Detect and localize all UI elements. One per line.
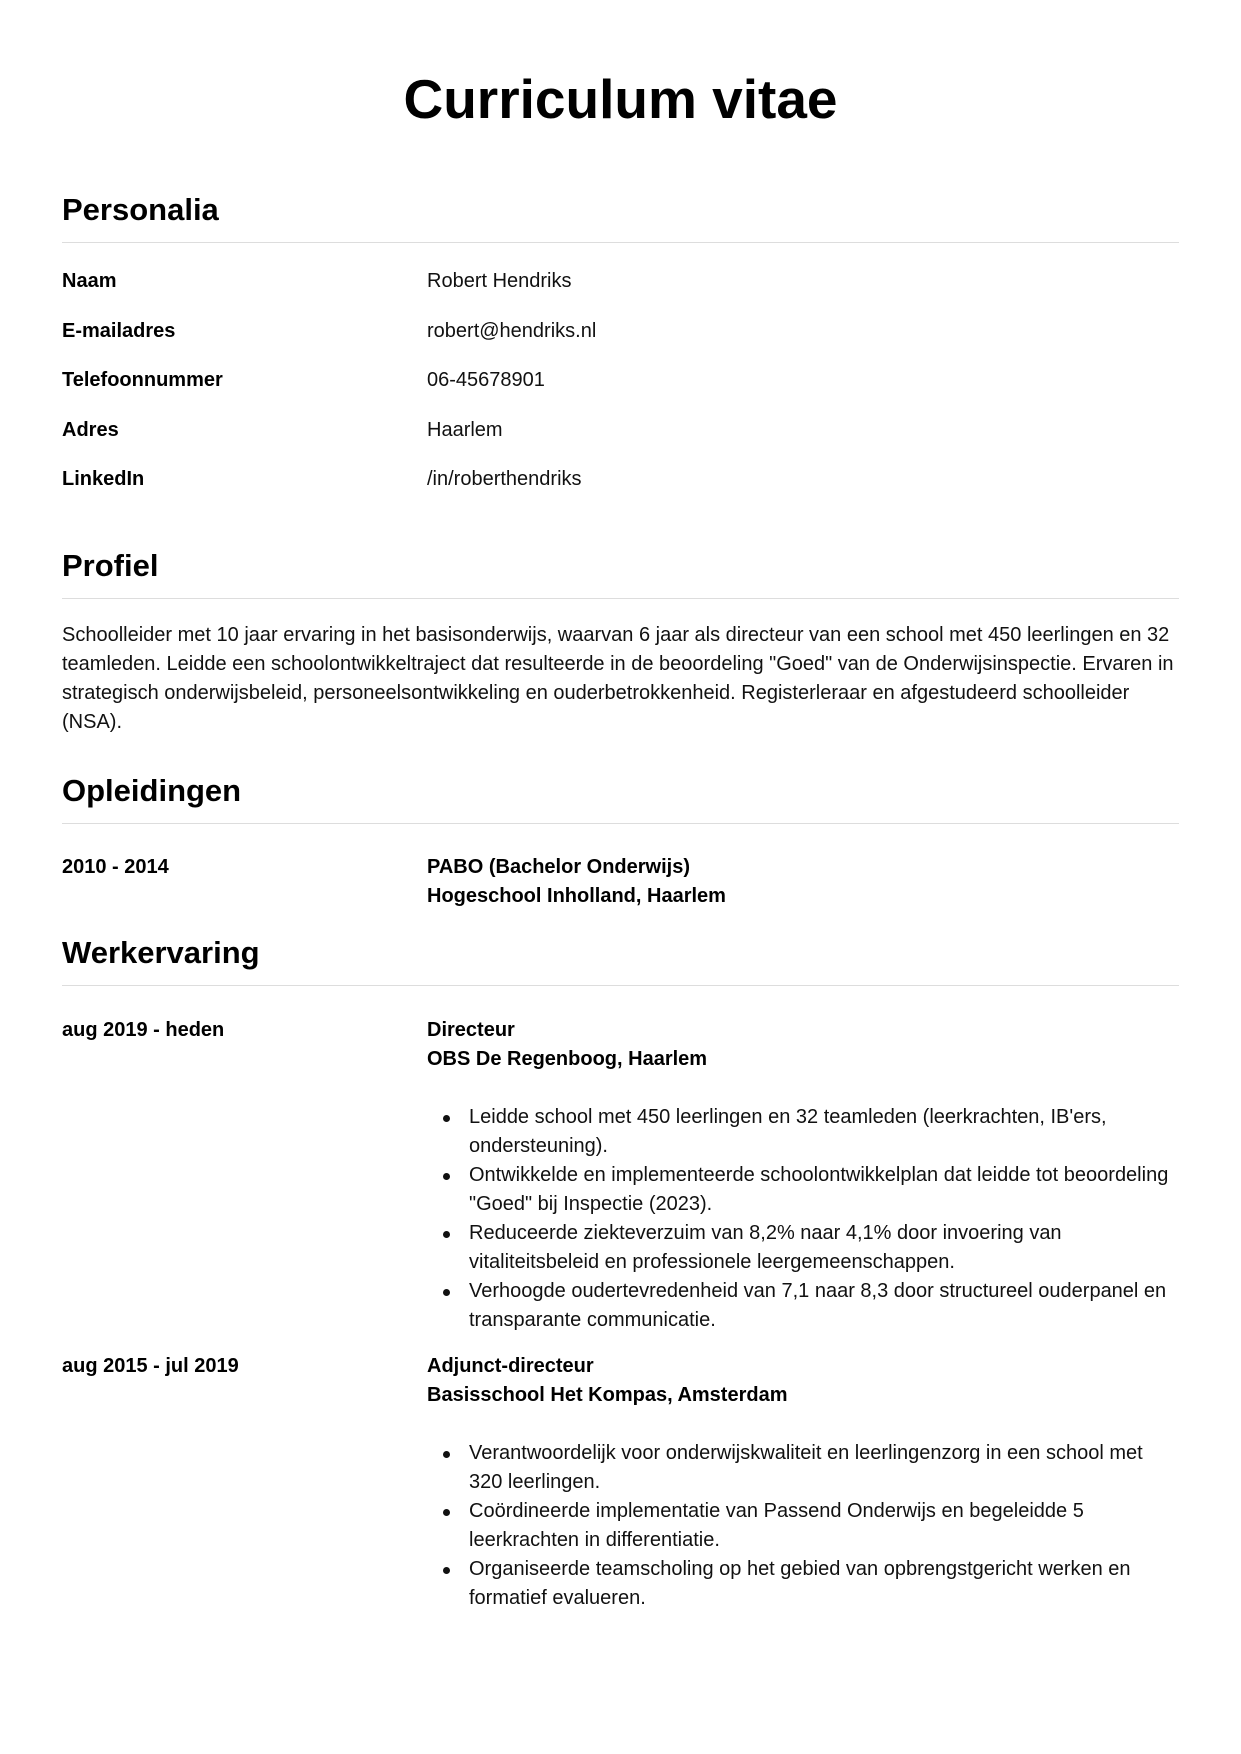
personalia-heading: Personalia bbox=[62, 190, 1179, 243]
bullet-icon bbox=[443, 1509, 450, 1516]
personalia-row-telefoon bbox=[62, 365, 1179, 415]
field-label: Adres bbox=[62, 418, 119, 441]
achievement-list bbox=[427, 1439, 1179, 1613]
list-item bbox=[427, 1555, 1179, 1613]
opleidingen-section bbox=[62, 771, 1179, 911]
personalia-row-naam bbox=[62, 266, 1179, 316]
field-label: Telefoonnummer bbox=[62, 369, 223, 391]
education-period: 2010 - 2014 bbox=[62, 855, 169, 878]
personalia-section bbox=[62, 190, 1179, 514]
list-item bbox=[427, 1277, 1179, 1335]
list-item bbox=[427, 1439, 1179, 1497]
list-item bbox=[427, 1219, 1179, 1277]
field-label: E-mailadres bbox=[62, 319, 176, 342]
list-item-text: Ontwikkelde en implementeerde schoolontwikkelplan dat leidde tot beoordeling "Goed" bij Inspectie (2023). bbox=[469, 1163, 1169, 1215]
list-item-text: Coördineerde implementatie van Passend Onderwijs en begeleidde 5 leerkrachten in differentiatie. bbox=[469, 1499, 1084, 1551]
work-period: aug 2019 - heden bbox=[62, 1018, 225, 1041]
work-entry bbox=[62, 1016, 1179, 1335]
employer: OBS De Regenboog, Haarlem bbox=[427, 1047, 708, 1070]
profile-summary: Schoolleider met 10 jaar ervaring in het basisonderwijs, waarvan 6 jaar als directeur van een school met 450 leerlingen en 32 teamleden. Leidde een schoolontwikkeltraject dat resulteerde in de beoordeling "Goed" van de Onderwijsinspectie. Ervaren in strategisch onderwijsbeleid, personeelsontwikkeling en ouderbetrokkenheid. Registerleraar en afgestudeerd schoolleider (NSA). bbox=[62, 623, 1174, 733]
field-value: Robert Hendriks bbox=[427, 270, 572, 292]
bullet-icon bbox=[443, 1567, 450, 1574]
field-value: robert@hendriks.nl bbox=[427, 319, 597, 342]
bullet-icon bbox=[443, 1115, 450, 1122]
personalia-row-linkedin bbox=[62, 464, 1179, 514]
field-value: Haarlem bbox=[427, 418, 503, 441]
education-entry bbox=[62, 853, 1179, 911]
bullet-icon bbox=[443, 1289, 450, 1296]
personalia-list bbox=[62, 266, 1179, 514]
list-item bbox=[427, 1161, 1179, 1219]
profiel-section bbox=[62, 546, 1179, 737]
list-item-text: Organiseerde teamscholing op het gebied van opbrengstgericht werken en formatief evalueren. bbox=[469, 1557, 1131, 1609]
field-value: /in/roberthendriks bbox=[427, 468, 582, 490]
opleidingen-heading: Opleidingen bbox=[62, 771, 1179, 824]
werkervaring-section bbox=[62, 933, 1179, 1613]
work-details bbox=[427, 1352, 1179, 1613]
work-details bbox=[427, 1016, 1179, 1335]
document-title: Curriculum vitae bbox=[403, 68, 838, 130]
work-entry bbox=[62, 1352, 1179, 1613]
field-value: 06-45678901 bbox=[427, 369, 545, 391]
education-title: PABO (Bachelor Onderwijs) bbox=[427, 855, 691, 878]
list-item-text: Verantwoordelijk voor onderwijskwaliteit en leerlingenzorg in een school met 320 leerlingen. bbox=[469, 1441, 1143, 1493]
job-title: Directeur bbox=[427, 1018, 515, 1041]
employer: Basisschool Het Kompas, Amsterdam bbox=[427, 1383, 788, 1406]
job-title: Adjunct-directeur bbox=[427, 1354, 594, 1377]
list-item bbox=[427, 1103, 1179, 1161]
work-period: aug 2015 - jul 2019 bbox=[62, 1354, 239, 1377]
personalia-row-adres bbox=[62, 415, 1179, 465]
bullet-icon bbox=[443, 1231, 450, 1238]
achievement-list bbox=[427, 1103, 1179, 1335]
list-item-text: Leidde school met 450 leerlingen en 32 teamleden (leerkrachten, IB'ers, ondersteuning). bbox=[469, 1105, 1107, 1157]
list-item-text: Verhoogde oudertevredenheid van 7,1 naar 8,3 door structureel ouderpanel en transparante communicatie. bbox=[469, 1279, 1167, 1331]
bullet-icon bbox=[443, 1451, 450, 1458]
list-item bbox=[427, 1497, 1179, 1555]
list-item-text: Reduceerde ziekteverzuim van 8,2% naar 4,1% door invoering van vitaliteitsbeleid en professionele leergemeenschappen. bbox=[469, 1221, 1062, 1273]
werkervaring-heading: Werkervaring bbox=[62, 933, 1179, 986]
education-details bbox=[427, 853, 1179, 911]
profiel-heading: Profiel bbox=[62, 546, 1179, 599]
bullet-icon bbox=[443, 1173, 450, 1180]
field-label: Naam bbox=[62, 270, 117, 292]
personalia-row-email bbox=[62, 316, 1179, 366]
education-institution: Hogeschool Inholland, Haarlem bbox=[427, 884, 726, 907]
field-label: LinkedIn bbox=[62, 468, 145, 490]
